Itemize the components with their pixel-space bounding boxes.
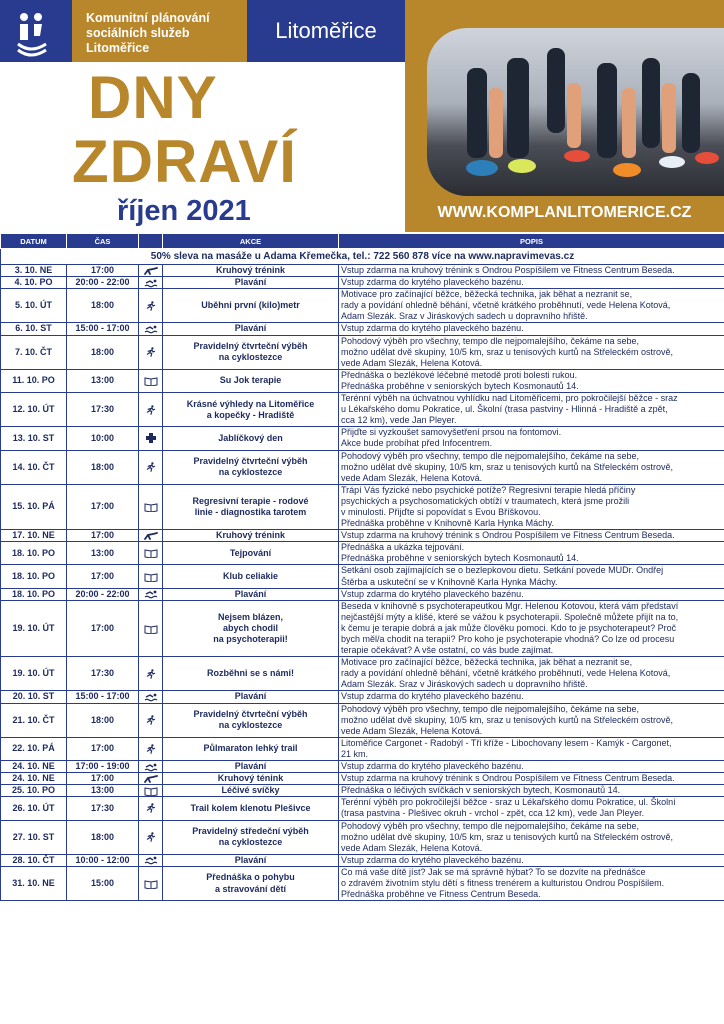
column-header-icon bbox=[139, 234, 163, 249]
event-description-line: Vstup zdarma do krytého plaveckého bazénu. bbox=[341, 691, 524, 702]
event-description bbox=[339, 866, 724, 900]
column-header-action: AKCE bbox=[163, 234, 339, 249]
table-row bbox=[1, 484, 724, 529]
run-icon bbox=[144, 715, 158, 725]
event-description-line: psychických a psychosomatických obtíží v traumatech, která jsme prožili bbox=[341, 495, 630, 506]
event-time: 17:00 - 19:00 bbox=[67, 761, 139, 773]
event-action-line: Plavání bbox=[234, 854, 267, 865]
event-time: 15:00 bbox=[67, 866, 139, 900]
fitness-icon bbox=[144, 265, 158, 275]
event-icon-cell bbox=[139, 265, 163, 277]
event-action bbox=[163, 866, 339, 900]
event-action bbox=[163, 588, 339, 600]
event-action bbox=[163, 600, 339, 656]
event-action bbox=[163, 450, 339, 484]
event-description-line: Přijďte si vyzkoušet samovyšetření prsou na fontomovi. bbox=[341, 427, 562, 438]
event-description bbox=[339, 600, 724, 656]
book-icon bbox=[144, 571, 158, 581]
fitness-icon bbox=[144, 530, 158, 540]
table-row bbox=[1, 600, 724, 656]
event-description-line: Přednáška a ukázka tejpování. bbox=[341, 542, 465, 553]
event-date: 25. 10. PO bbox=[1, 785, 67, 797]
event-icon-cell bbox=[139, 393, 163, 427]
book-icon bbox=[144, 623, 158, 633]
event-description-line: Setkání osob zajímajících se o bezlepkovou dietu. Setkání povede MUDr. Ondřej bbox=[341, 565, 664, 576]
run-icon bbox=[144, 462, 158, 472]
event-date: 20. 10. ST bbox=[1, 691, 67, 703]
table-row bbox=[1, 657, 724, 691]
event-date: 24. 10. NE bbox=[1, 761, 67, 773]
event-description bbox=[339, 335, 724, 369]
event-icon-cell bbox=[139, 703, 163, 737]
event-description-line: Pohodový výběh pro všechny, tempo dle nejpomalejšího, čekáme na sebe, bbox=[341, 703, 640, 714]
event-date: 19. 10. ÚT bbox=[1, 600, 67, 656]
event-action-line: Pravidelný středeční výběh bbox=[192, 826, 309, 837]
event-description-line: Přednáška o bezlékové léčebné metodě proti bolesti rukou. bbox=[341, 369, 578, 380]
event-action-line: Plavání bbox=[234, 691, 267, 702]
run-icon bbox=[144, 404, 158, 414]
table-row bbox=[1, 588, 724, 600]
event-description bbox=[339, 691, 724, 703]
event-action bbox=[163, 737, 339, 760]
event-icon-cell bbox=[139, 866, 163, 900]
event-time: 18:00 bbox=[67, 703, 139, 737]
city-logo: Litoměřice bbox=[247, 0, 405, 62]
event-icon-cell bbox=[139, 854, 163, 866]
event-description bbox=[339, 450, 724, 484]
website-link[interactable]: WWW.KOMPLANLITOMERICE.CZ bbox=[437, 204, 692, 221]
event-description-line: Motivace pro začínající běžce, běžecká technika, jak běhat a nezranit se, bbox=[341, 289, 633, 300]
event-action bbox=[163, 691, 339, 703]
event-action bbox=[163, 761, 339, 773]
event-time: 18:00 bbox=[67, 335, 139, 369]
event-description-line: Vstup zdarma do krytého plaveckého bazénu. bbox=[341, 277, 524, 288]
table-row bbox=[1, 450, 724, 484]
fitness-icon bbox=[144, 773, 158, 783]
table-row bbox=[1, 427, 724, 450]
event-description-line: Motivace pro začínající běžce, běžecká technika, jak běhat a nezranit se, bbox=[341, 657, 633, 668]
table-row bbox=[1, 866, 724, 900]
event-action bbox=[163, 565, 339, 588]
event-time: 18:00 bbox=[67, 820, 139, 854]
event-description bbox=[339, 820, 724, 854]
event-icon-cell bbox=[139, 565, 163, 588]
event-time: 17:00 bbox=[67, 565, 139, 588]
event-time: 17:00 bbox=[67, 737, 139, 760]
event-action bbox=[163, 530, 339, 542]
event-description bbox=[339, 737, 724, 760]
promo-text: 50% sleva na masáže u Adama Křemečka, tel.: 722 560 878 více na www.napravimevas.cz bbox=[1, 249, 724, 265]
event-description-line: možno udělat dvě skupiny, 10/5 km, sraz u tenisových kurtů na Střeleckém ostrově, bbox=[341, 714, 673, 725]
table-row bbox=[1, 797, 724, 820]
event-action bbox=[163, 265, 339, 277]
event-date: 21. 10. ČT bbox=[1, 703, 67, 737]
event-icon-cell bbox=[139, 369, 163, 392]
event-date: 26. 10. ÚT bbox=[1, 797, 67, 820]
event-description bbox=[339, 773, 724, 785]
month-label: říjen 2021 bbox=[117, 195, 251, 227]
cross-icon bbox=[144, 433, 158, 443]
run-icon bbox=[144, 803, 158, 813]
event-date: 19. 10. ÚT bbox=[1, 657, 67, 691]
organization-logo bbox=[0, 0, 72, 62]
book-icon bbox=[144, 501, 158, 511]
event-date: 11. 10. PO bbox=[1, 369, 67, 392]
event-action bbox=[163, 797, 339, 820]
event-action-line: Pravidelný čtvrteční výběh bbox=[193, 341, 308, 352]
table-row bbox=[1, 323, 724, 335]
title-line-2: ZDRAVÍ bbox=[72, 128, 297, 195]
book-icon bbox=[144, 878, 158, 888]
event-action bbox=[163, 484, 339, 529]
event-description-line: k čemu je terapie dobrá a jak může člověku pomoci. Kdo to je psychoterapeut? Proč bbox=[341, 622, 677, 633]
event-action-line: Léčivé svíčky bbox=[221, 785, 280, 796]
event-description-line: 21 km. bbox=[341, 748, 369, 759]
swim-icon bbox=[144, 855, 158, 865]
event-description bbox=[339, 265, 724, 277]
event-action bbox=[163, 703, 339, 737]
event-time: 17:00 bbox=[67, 773, 139, 785]
event-description-line: Vstup zdarma do krytého plaveckého bazénu. bbox=[341, 854, 524, 865]
event-description bbox=[339, 588, 724, 600]
event-description bbox=[339, 277, 724, 289]
table-row bbox=[1, 289, 724, 323]
event-description bbox=[339, 369, 724, 392]
event-description bbox=[339, 854, 724, 866]
table-header-row bbox=[1, 234, 724, 249]
event-description bbox=[339, 797, 724, 820]
event-description-line: vede Adam Slezák, Helena Kotová. bbox=[341, 725, 483, 736]
event-description-line: vede Adam Slezák, Helena Kotová. bbox=[341, 472, 483, 483]
event-description bbox=[339, 289, 724, 323]
event-action-line: Krásné výhledy na Litoměřice bbox=[186, 398, 315, 409]
event-time: 17:30 bbox=[67, 797, 139, 820]
event-description-line: Vstup zdarma do krytého plaveckého bazénu. bbox=[341, 588, 524, 599]
event-description bbox=[339, 427, 724, 450]
event-icon-cell bbox=[139, 450, 163, 484]
event-action-line: a stravování dětí bbox=[214, 883, 287, 894]
event-description bbox=[339, 530, 724, 542]
event-action bbox=[163, 542, 339, 565]
event-date: 27. 10. ST bbox=[1, 820, 67, 854]
event-time: 17:30 bbox=[67, 393, 139, 427]
event-time: 18:00 bbox=[67, 289, 139, 323]
event-description bbox=[339, 323, 724, 335]
event-time: 20:00 - 22:00 bbox=[67, 277, 139, 289]
event-description bbox=[339, 542, 724, 565]
event-action-line: Plavání bbox=[234, 323, 267, 334]
event-description-line: Akce bude probíhat před Infocentrem. bbox=[341, 438, 493, 449]
event-time: 15:00 - 17:00 bbox=[67, 691, 139, 703]
event-time: 13:00 bbox=[67, 785, 139, 797]
column-header-time: ČAS bbox=[67, 234, 139, 249]
event-time: 18:00 bbox=[67, 450, 139, 484]
event-description-line: Přednáška proběhne ve Fitness Centrum Beseda. bbox=[341, 889, 541, 900]
event-action-line: Kruhový trénink bbox=[215, 265, 285, 275]
event-action bbox=[163, 335, 339, 369]
swim-icon bbox=[144, 761, 158, 771]
event-icon-cell bbox=[139, 323, 163, 335]
event-description-line: Litoměřice Cargonet - Radobýl - Tři kříže - Libochovany lesem - Kamýk - Cargonet, bbox=[341, 737, 672, 748]
event-icon-cell bbox=[139, 289, 163, 323]
table-row bbox=[1, 265, 724, 277]
event-action-line: na cyklostezce bbox=[218, 352, 283, 363]
event-icon-cell bbox=[139, 657, 163, 691]
table-row bbox=[1, 277, 724, 289]
table-row bbox=[1, 542, 724, 565]
table-row bbox=[1, 393, 724, 427]
event-action-line: Kruhový trénink bbox=[215, 530, 285, 541]
column-header-description: POPIS bbox=[339, 234, 724, 249]
event-description-line: Přednáška proběhne v seniorských bytech Kosmonautů 14. bbox=[341, 553, 579, 564]
event-description-line: Pohodový výběh pro všechny, tempo dle nejpomalejšího, čekáme na sebe, bbox=[341, 450, 640, 461]
event-date: 17. 10. NE bbox=[1, 530, 67, 542]
event-action-line: Plavání bbox=[234, 588, 267, 599]
table-row bbox=[1, 785, 724, 797]
organization-name: Komunitní plánování sociálních služeb Litoměřice bbox=[86, 11, 210, 55]
event-icon-cell bbox=[139, 542, 163, 565]
swim-icon bbox=[144, 323, 158, 333]
event-action-line: Půlmaraton lehký trail bbox=[203, 743, 298, 754]
event-time: 10:00 bbox=[67, 427, 139, 450]
event-description bbox=[339, 657, 724, 691]
event-date: 28. 10. ČT bbox=[1, 854, 67, 866]
book-icon bbox=[144, 375, 158, 385]
event-icon-cell bbox=[139, 785, 163, 797]
event-description-line: Přednáška proběhne v Knihovně Karla Hynka Máchy. bbox=[341, 518, 554, 529]
event-action-line: Uběhni první (kilo)metr bbox=[201, 300, 300, 311]
run-icon bbox=[144, 832, 158, 842]
event-time: 13:00 bbox=[67, 369, 139, 392]
run-icon bbox=[144, 347, 158, 357]
event-description-line: nejčastější mýty a klišé, které se vážou k psychoterapii. Společně můžete přijít na to, bbox=[341, 611, 679, 622]
event-date: 31. 10. NE bbox=[1, 866, 67, 900]
event-time: 20:00 - 22:00 bbox=[67, 588, 139, 600]
event-action-line: abych chodil bbox=[222, 622, 278, 633]
event-description-line: Co má vaše dítě jíst? Jak se má správně hýbat? To se dozvíte na přednášce bbox=[341, 866, 646, 877]
event-action-line: linie - diagnostika tarotem bbox=[194, 506, 307, 517]
event-icon-cell bbox=[139, 484, 163, 529]
event-description-line: rady a povídání ohledně běhání, včetně krátkého proběhnutí, vede Helena Kotová, bbox=[341, 300, 671, 311]
event-action-line: Nejsem blázen, bbox=[217, 611, 284, 622]
book-icon bbox=[144, 548, 158, 558]
event-action-line: Pravidelný čtvrteční výběh bbox=[193, 709, 308, 720]
event-action bbox=[163, 820, 339, 854]
events-table bbox=[0, 233, 724, 901]
event-date: 15. 10. PÁ bbox=[1, 484, 67, 529]
event-description-line: v minulosti. Přijďte si popovídat s Evou Bříškovou. bbox=[341, 506, 541, 517]
event-time: 17:00 bbox=[67, 484, 139, 529]
swim-icon bbox=[144, 277, 158, 287]
event-description-line: Přednáška o léčivých svíčkách v seniorských bytech, Kosmonautů 14. bbox=[341, 785, 621, 796]
table-row bbox=[1, 820, 724, 854]
header bbox=[0, 0, 724, 232]
event-action-line: Trail kolem klenotu Plešivce bbox=[190, 802, 311, 813]
table-row bbox=[1, 691, 724, 703]
event-description-line: Terénní výběh na úchvatnou vyhlídku nad Litoměřicemi, pro pokročilejší běžce - sraz bbox=[341, 393, 678, 404]
promo-row bbox=[1, 249, 724, 265]
table-row bbox=[1, 737, 724, 760]
event-description bbox=[339, 565, 724, 588]
event-description-line: vede Adam Slezák, Helena Kotová. bbox=[341, 357, 483, 368]
event-icon-cell bbox=[139, 797, 163, 820]
event-description-line: Pohodový výběh pro všechny, tempo dle nejpomalejšího, čekáme na sebe, bbox=[341, 820, 640, 831]
event-description-line: Adam Slezák. Sraz v Jiráskových sadech u dopravního hřiště. bbox=[341, 311, 588, 322]
event-icon-cell bbox=[139, 427, 163, 450]
run-icon bbox=[144, 668, 158, 678]
run-icon bbox=[144, 300, 158, 310]
table-row bbox=[1, 335, 724, 369]
event-action-line: Přednáška o pohybu bbox=[206, 872, 295, 883]
event-description-line: Vstup zdarma na kruhový trénink s Ondrou Pospíšilem ve Fitness Centrum Beseda. bbox=[341, 773, 675, 784]
event-date: 18. 10. PO bbox=[1, 588, 67, 600]
event-date: 24. 10. NE bbox=[1, 773, 67, 785]
table-row bbox=[1, 761, 724, 773]
event-icon-cell bbox=[139, 335, 163, 369]
event-action-line: a kopečky - Hradiště bbox=[206, 409, 295, 420]
swim-icon bbox=[144, 589, 158, 599]
event-description bbox=[339, 761, 724, 773]
event-description-line: možno udělat dvě skupiny, 10/5 km, sraz u tenisových kurtů na Střeleckém ostrově, bbox=[341, 346, 673, 357]
event-description-line: u Lékařského domu Pokratice, ul. Školní (trasa pastviny - Hlinná - Hradiště a zpět, bbox=[341, 404, 668, 415]
event-description-line: možno udělat dvě skupiny, 10/5 km, sraz u tenisových kurtů na Střeleckém ostrově, bbox=[341, 831, 673, 842]
event-date: 6. 10. ST bbox=[1, 323, 67, 335]
event-date: 18. 10. PO bbox=[1, 565, 67, 588]
event-description-line: Přednáška proběhne v seniorských bytech Kosmonautů 14. bbox=[341, 380, 579, 391]
event-description-line: Pohodový výběh pro všechny, tempo dle nejpomalejšího, čekáme na sebe, bbox=[341, 335, 640, 346]
organization-banner bbox=[0, 0, 247, 62]
event-icon-cell bbox=[139, 737, 163, 760]
event-action bbox=[163, 657, 339, 691]
event-action-line: na cyklostezce bbox=[218, 720, 283, 731]
table-row bbox=[1, 530, 724, 542]
table-row bbox=[1, 773, 724, 785]
event-icon-cell bbox=[139, 277, 163, 289]
event-action-line: na psychoterapii! bbox=[213, 634, 288, 644]
event-icon-cell bbox=[139, 600, 163, 656]
event-action-line: Pravidelný čtvrteční výběh bbox=[193, 456, 308, 467]
event-action-line: Tejpování bbox=[229, 547, 272, 558]
event-icon-cell bbox=[139, 820, 163, 854]
event-time: 15:00 - 17:00 bbox=[67, 323, 139, 335]
event-action-line: Su Jok terapie bbox=[219, 375, 282, 386]
event-action bbox=[163, 854, 339, 866]
event-action-line: na cyklostezce bbox=[218, 837, 283, 848]
event-description bbox=[339, 484, 724, 529]
event-date: 5. 10. ÚT bbox=[1, 289, 67, 323]
event-description-line: vede Adam Slezák, Helena Kotová. bbox=[341, 842, 483, 853]
event-icon-cell bbox=[139, 773, 163, 785]
event-description-line: možno udělat dvě skupiny, 10/5 km, sraz u tenisových kurtů na Střeleckém ostrově, bbox=[341, 461, 673, 472]
event-action-line: Klub celiakie bbox=[222, 570, 279, 581]
event-action-line: Kruhový ténink bbox=[217, 773, 284, 784]
event-description-line: Vstup zdarma na kruhový trénink s Ondrou Pospíšilem ve Fitness Centrum Beseda. bbox=[341, 265, 675, 275]
event-action bbox=[163, 773, 339, 785]
event-action-line: na cyklostezce bbox=[218, 467, 283, 478]
title-line-1: DNY bbox=[88, 64, 218, 131]
event-description-line: bych měl/a chodit na terapii? Pro koho je psychoterapie vhodná? Co lze od procesu bbox=[341, 634, 675, 644]
event-action bbox=[163, 289, 339, 323]
event-icon-cell bbox=[139, 530, 163, 542]
event-date: 4. 10. PO bbox=[1, 277, 67, 289]
event-time: 17:00 bbox=[67, 265, 139, 277]
event-icon-cell bbox=[139, 588, 163, 600]
swim-icon bbox=[144, 691, 158, 701]
event-action-line: Plavání bbox=[234, 277, 267, 288]
event-description-line: terapie očekávat? A vše ostatní, co vás bude zajímat. bbox=[341, 645, 554, 656]
event-time: 17:30 bbox=[67, 657, 139, 691]
table-row bbox=[1, 369, 724, 392]
event-description-line: Vstup zdarma do krytého plaveckého bazénu. bbox=[341, 761, 524, 772]
event-description-line: Vstup zdarma na kruhový trénink s Ondrou Pospíšilem ve Fitness Centrum Beseda. bbox=[341, 530, 675, 541]
event-time: 10:00 - 12:00 bbox=[67, 854, 139, 866]
event-description-line: cca 12 km), vede Jan Pleyer. bbox=[341, 415, 457, 426]
event-action bbox=[163, 277, 339, 289]
event-date: 3. 10. NE bbox=[1, 265, 67, 277]
event-action-line: Plavání bbox=[234, 761, 267, 772]
event-icon-cell bbox=[139, 691, 163, 703]
event-action bbox=[163, 369, 339, 392]
run-icon bbox=[144, 743, 158, 753]
table-row bbox=[1, 703, 724, 737]
table-row bbox=[1, 565, 724, 588]
event-date: 14. 10. ČT bbox=[1, 450, 67, 484]
event-description-line: Adam Slezák. Sraz v Jiráskových sadech u dopravního hřiště. bbox=[341, 679, 588, 690]
book-icon bbox=[144, 785, 158, 795]
event-action bbox=[163, 323, 339, 335]
event-action bbox=[163, 785, 339, 797]
table-row bbox=[1, 854, 724, 866]
event-date: 13. 10. ST bbox=[1, 427, 67, 450]
event-description-line: (trasa pastvina - Plešivec okruh - vrchol - zpět, cca 12 km), vede Jan Pleyer. bbox=[341, 808, 645, 819]
event-date: 22. 10. PÁ bbox=[1, 737, 67, 760]
event-action bbox=[163, 427, 339, 450]
event-action bbox=[163, 393, 339, 427]
event-description bbox=[339, 393, 724, 427]
event-time: 17:00 bbox=[67, 530, 139, 542]
event-date: 18. 10. PO bbox=[1, 542, 67, 565]
runners-photo bbox=[427, 28, 724, 196]
runners-photo-panel bbox=[405, 0, 724, 232]
event-description-line: Štěrba a uskuteční se v Knihovně Karla Hynka Máchy. bbox=[341, 576, 558, 587]
event-action-line: Regresivní terapie - rodové bbox=[192, 495, 309, 506]
event-date: 12. 10. ÚT bbox=[1, 393, 67, 427]
event-description-line: Terénní výběh pro pokročilejší běžce - sraz u Lékařského domu Pokratice, ul. Školní bbox=[341, 797, 676, 808]
event-description-line: Trápí Vás fyzické nebo psychické potíže? Regresivní terapie hledá příčiny bbox=[341, 484, 636, 495]
event-icon-cell bbox=[139, 761, 163, 773]
event-time: 13:00 bbox=[67, 542, 139, 565]
event-description-line: rady a povídání ohledně běhání, včetně krátkého proběhnutí, vede Helena Kotová, bbox=[341, 668, 671, 679]
event-description bbox=[339, 785, 724, 797]
event-time: 17:00 bbox=[67, 600, 139, 656]
event-date: 7. 10. ČT bbox=[1, 335, 67, 369]
column-header-date: DATUM bbox=[1, 234, 67, 249]
event-description-line: Vstup zdarma do krytého plaveckého bazénu. bbox=[341, 323, 524, 334]
event-description-line: o zdravém životním stylu dětí s fitness trenérem a kulturistou Ondrou Pospíšilem. bbox=[341, 877, 665, 888]
event-action-line: Rozběhni se s námi! bbox=[206, 668, 295, 679]
event-description bbox=[339, 703, 724, 737]
event-description-line: Beseda v knihovně s psychoterapeutkou Mgr. Helenou Kotovou, která vám představí bbox=[341, 600, 679, 611]
event-action-line: Jablíčkový den bbox=[218, 432, 283, 443]
